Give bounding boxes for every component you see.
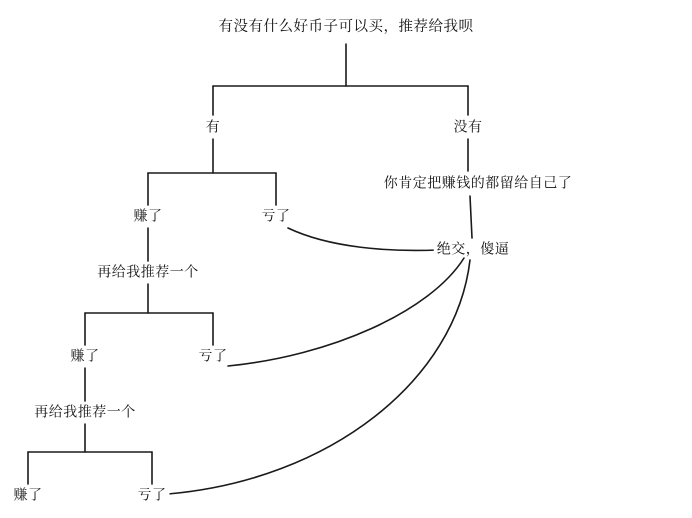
node-no-1: 没有	[451, 118, 486, 135]
node-keep-all-profits: 你肯定把赚钱的都留给自己了	[381, 174, 576, 191]
edge-lose3-cutties-curve	[168, 260, 470, 494]
edge-keepall-cutties	[470, 196, 472, 238]
node-recommend-again-2: 再给我推荐一个	[31, 403, 139, 420]
node-root-question: 有没有什么好币子可以买，推荐给我呗	[216, 19, 477, 37]
node-recommend-again-1: 再给我推荐一个	[94, 263, 202, 280]
node-cut-ties-insult: 绝交，傻逼	[434, 240, 513, 257]
node-loss-3: 亏了	[135, 486, 170, 503]
edge-lose2-cutties-curve	[228, 258, 464, 366]
node-loss-1: 亏了	[259, 207, 294, 224]
node-profit-1: 赚了	[131, 207, 166, 224]
edge-lose1-cutties-curve	[288, 228, 438, 250]
node-profit-2: 赚了	[68, 347, 103, 364]
node-profit-3: 赚了	[11, 486, 46, 503]
node-yes-1: 有	[203, 118, 224, 135]
node-loss-2: 亏了	[196, 347, 231, 364]
